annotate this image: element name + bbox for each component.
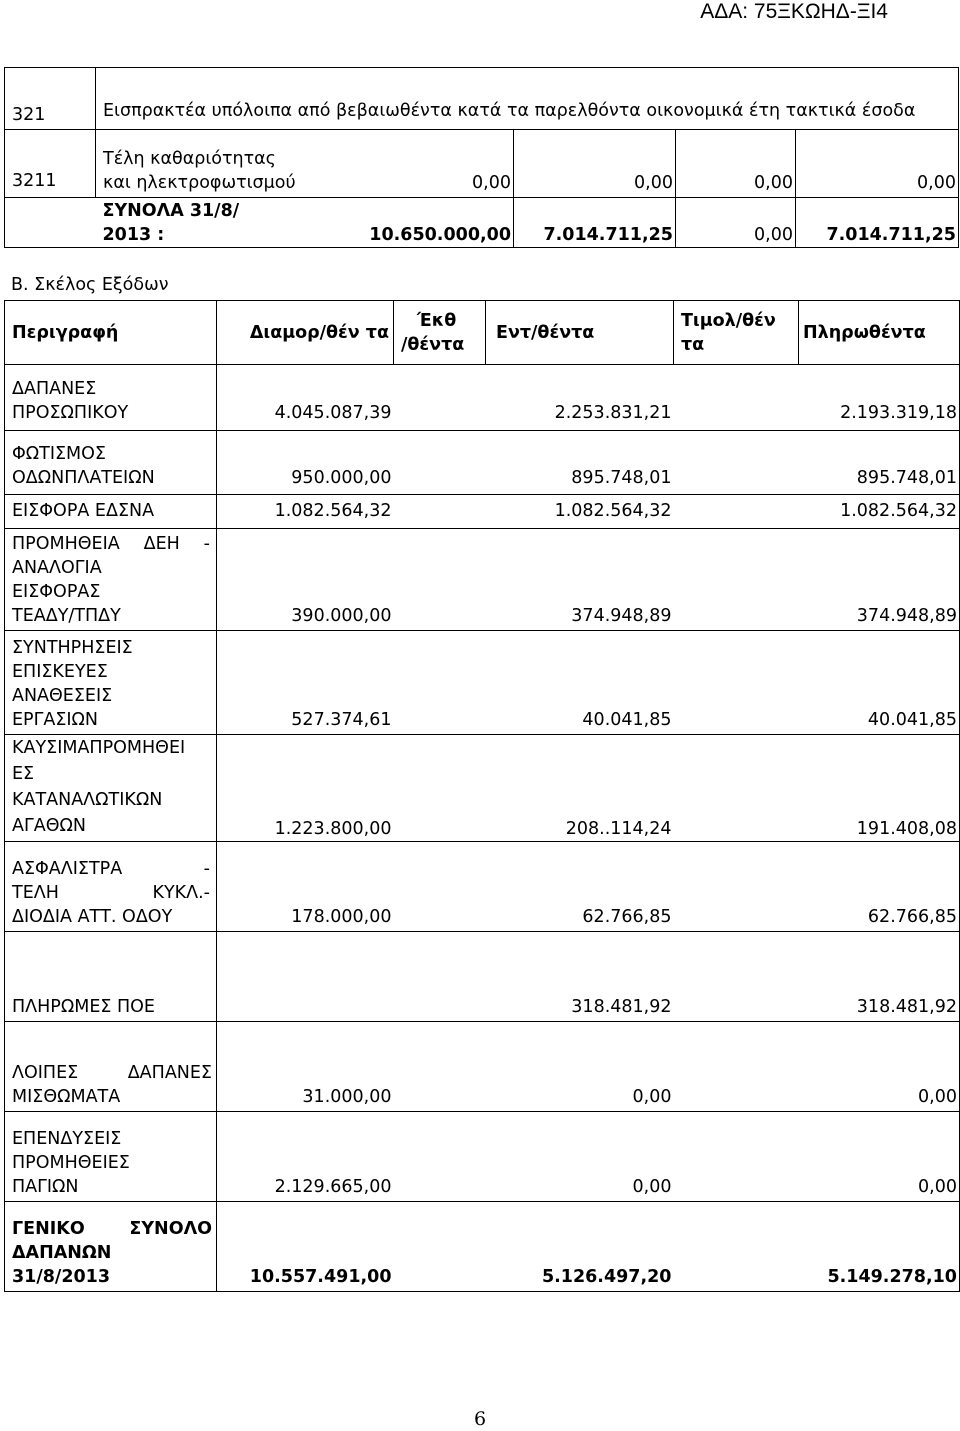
description-line: ΠΡΟΜΗΘΕΙΕΣ	[12, 1153, 130, 1173]
expense-row	[5, 932, 960, 1022]
description-line: ΠΡΟΜΗΘΕΙΑ ΔΕΗ -	[12, 534, 210, 554]
shaped-value: 1.223.800,00	[217, 735, 394, 842]
account-description: Εισπρακτέα υπόλοιπα από βεβαιωθέντα κατά τα παρελθόντα οικονομικά έτη τακτικά έσοδα	[96, 68, 959, 130]
value-cell: 0,00	[514, 130, 676, 198]
expense-row	[5, 735, 960, 842]
committed-value: 1.082.564,32	[486, 495, 674, 529]
value-cell: 0,00	[344, 130, 514, 198]
description-line: ΜΙΣΘΩΜΑΤΑ	[12, 1087, 121, 1107]
section-title: Β. Σκέλος Εξόδων	[11, 275, 169, 295]
expense-row	[5, 365, 960, 431]
description-line: ΑΓΑΘΩΝ	[12, 816, 86, 836]
committed-value: 318.481,92	[486, 932, 674, 1022]
col-header-invoiced	[674, 301, 799, 365]
total-value: 10.650.000,00	[344, 198, 514, 248]
description-line: ΚΑΤΑΝΑΛΩΤΙΚΩΝ	[12, 790, 163, 810]
value-cell: 0,00	[676, 130, 796, 198]
description-line: ΦΩΤΙΣΜΟΣ	[12, 444, 106, 464]
expense-row	[5, 495, 960, 529]
totals-label-line: 2013 :	[102, 225, 165, 245]
description-line: ΑΝΑΘΕΣΕΙΣ	[12, 686, 113, 706]
paid-value: 0,00	[799, 1022, 960, 1112]
description-line: ΓΕΝΙΚΟ ΣΥΝΟΛΟ	[12, 1219, 212, 1239]
shaped-value: 527.374,61	[217, 631, 394, 735]
description-line: ΔΑΠΑΝΩΝ	[12, 1243, 112, 1263]
grand-total-label	[5, 1202, 217, 1292]
description-line: ΕΡΓΑΣΙΩΝ	[12, 710, 99, 730]
committed-value: 40.041,85	[486, 631, 674, 735]
shaped-value: 178.000,00	[217, 842, 394, 932]
grand-total-committed: 5.126.497,20	[486, 1202, 674, 1292]
expense-row	[5, 1022, 960, 1112]
description-line: ΑΝΑΛΟΓΙΑ	[12, 558, 102, 578]
expense-row	[5, 842, 960, 932]
col-header-committed: Εντ/θέντα	[486, 301, 674, 365]
description-line: ΚΑΥΣΙΜΑΠΡΟΜΗΘΕΙ	[12, 738, 186, 758]
description-line: ΛΟΙΠΕΣ ΔΑΠΑΝΕΣ	[12, 1063, 212, 1083]
paid-value: 40.041,85	[799, 631, 960, 735]
totals-label-line: ΣΥΝΟΛΑ 31/8/	[102, 201, 240, 221]
total-value: 7.014.711,25	[796, 198, 959, 248]
committed-value: 374.948,89	[486, 529, 674, 631]
committed-value: 2.253.831,21	[486, 365, 674, 431]
expense-description	[5, 529, 217, 631]
shaped-value: 31.000,00	[217, 1022, 394, 1112]
description-line: ΠΑΓΙΩΝ	[12, 1177, 79, 1197]
total-value: 7.014.711,25	[514, 198, 676, 248]
expense-description	[5, 735, 217, 842]
description-line: Τέλη καθαριότητας	[103, 149, 276, 169]
income-table	[4, 67, 959, 248]
description-line: ΕΣ	[12, 764, 35, 784]
expense-description	[5, 365, 217, 431]
description-line: ΔΑΠΑΝΕΣ	[12, 379, 97, 399]
header-row	[5, 301, 960, 365]
description-line: ΕΠΙΣΚΕΥΕΣ	[12, 662, 108, 682]
col-header-description: Περιγραφή	[5, 301, 217, 365]
description-line: ΠΛΗΡΩΜΕΣ ΠΟΕ	[12, 997, 155, 1017]
expense-row	[5, 1112, 960, 1202]
grand-total-row	[5, 1202, 960, 1292]
paid-value: 62.766,85	[799, 842, 960, 932]
col-header-paid: Πληρωθέντα	[799, 301, 960, 365]
paid-value: 0,00	[799, 1112, 960, 1202]
header-line: τα	[681, 334, 705, 355]
page-number: 6	[473, 1408, 487, 1430]
expense-description	[5, 932, 217, 1022]
income-totals-row	[5, 198, 959, 248]
expense-row	[5, 529, 960, 631]
account-description	[96, 130, 344, 198]
expense-row	[5, 431, 960, 495]
committed-value: 0,00	[486, 1022, 674, 1112]
totals-label	[96, 198, 344, 248]
expense-description	[5, 431, 217, 495]
shaped-value: 4.045.087,39	[217, 365, 394, 431]
header-line: /θέντα	[401, 334, 465, 355]
account-code: 3211	[5, 130, 96, 198]
header-line: Έκθ	[417, 310, 457, 331]
expense-description	[5, 1112, 217, 1202]
expense-description	[5, 631, 217, 735]
description-line: ΕΙΣΦΟΡΑΣ	[12, 582, 101, 602]
shaped-value	[217, 932, 394, 1022]
description-line: ΔΙΟΔΙΑ ΑΤΤ. ΟΔΟΥ	[12, 907, 173, 927]
committed-value: 62.766,85	[486, 842, 674, 932]
committed-value: 895.748,01	[486, 431, 674, 495]
paid-value: 318.481,92	[799, 932, 960, 1022]
expense-description	[5, 842, 217, 932]
grand-total-shaped: 10.557.491,00	[217, 1202, 394, 1292]
paid-value: 191.408,08	[799, 735, 960, 842]
description-line: ΤΕΑΔΥ/ΤΠΔΥ	[12, 606, 121, 626]
description-line: ΣΥΝΤΗΡΗΣΕΙΣ	[12, 638, 133, 658]
paid-value: 895.748,01	[799, 431, 960, 495]
shaped-value: 1.082.564,32	[217, 495, 394, 529]
total-value: 0,00	[676, 198, 796, 248]
expense-row	[5, 631, 960, 735]
expense-description	[5, 1022, 217, 1112]
value-cell: 0,00	[796, 130, 959, 198]
account-code: 321	[5, 68, 96, 130]
description-line: ΠΡΟΣΩΠΙΚΟΥ	[12, 403, 129, 423]
description-line: ΕΠΕΝΔΥΣΕΙΣ	[12, 1129, 122, 1149]
description-line: και ηλεκτροφωτισμού	[103, 173, 296, 193]
description-line: ΑΣΦΑΛΙΣΤΡΑ -	[12, 859, 210, 879]
paid-value: 374.948,89	[799, 529, 960, 631]
col-header-shaped: Διαμορ/θέν τα	[217, 301, 394, 365]
shaped-value: 390.000,00	[217, 529, 394, 631]
shaped-value: 2.129.665,00	[217, 1112, 394, 1202]
shaped-value: 950.000,00	[217, 431, 394, 495]
header-line: Τιμολ/θέν	[681, 310, 776, 331]
committed-value: 208..114,24	[486, 735, 674, 842]
grand-total-paid: 5.149.278,10	[799, 1202, 960, 1292]
expense-description	[5, 495, 217, 529]
committed-value: 0,00	[486, 1112, 674, 1202]
ada-code: ΑΔΑ: 75ΞΚΩΗΔ-ΞΙ4	[700, 0, 888, 23]
income-row-3211	[5, 130, 959, 198]
description-line: ΤΕΛΗ ΚΥΚΛ.-	[12, 883, 210, 903]
income-row-321	[5, 68, 959, 130]
description-line: ΕΙΣΦΟΡΑ ΕΔΣΝΑ	[12, 501, 155, 521]
expenses-table	[4, 300, 960, 1292]
col-header-certified	[394, 301, 486, 365]
description-line: 31/8/2013	[12, 1267, 111, 1287]
description-line: ΟΔΩΝΠΛΑΤΕΙΩΝ	[12, 468, 155, 488]
paid-value: 2.193.319,18	[799, 365, 960, 431]
paid-value: 1.082.564,32	[799, 495, 960, 529]
